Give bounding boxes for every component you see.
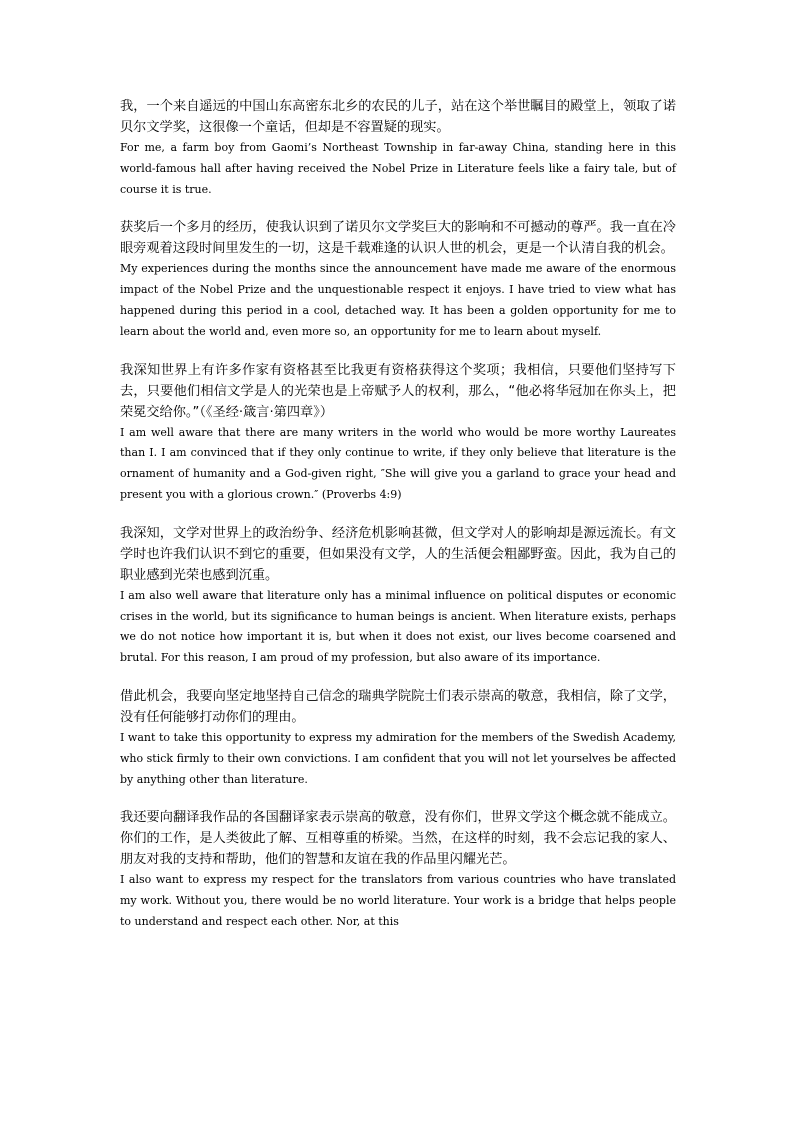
paragraph-1 xyxy=(120,96,676,200)
paragraph-english-text: I want to take this opportunity to express my admiration for the members of the Swedish Academy, who stick firmly to their own convictions. I am confident that you will not let yourselves be affected by anything other than literature. xyxy=(120,730,676,786)
paragraph-chinese-text: 获奖后一个多月的经历，使我认识到了诺贝尔文学奖巨大的影响和不可撼动的尊严。我一直在冷眼旁观着这段时间里发生的一切，这是千载难逢的认识人世的机会，更是一个认清自我的机会。 xyxy=(120,220,676,257)
paragraph-english-text: For me, a farm boy from Gaomi’s Northeast Township in far-away China, standing here in this world-famous hall after having received the Nobel Prize in Literature feels like a fairy tale, but of course it is true. xyxy=(120,141,676,196)
paragraph-english-text: My experiences during the months since the announcement have made me aware of the enormous impact of the Nobel Prize and the unquestionable respect it enjoys. I have tried to view what has happened during this period in a cool, detached way. It has been a golden opportunity for me to learn about the world and, even more so, an opportunity for me to learn about myself. xyxy=(120,262,676,338)
paragraph-chinese-text: 我深知，文学对世界上的政治纷争、经济危机影响甚微，但文学对人的影响却是源远流长。有文学时也许我们认识不到它的重要，但如果没有文学，人的生活便会粗鄙野蛮。因此，我为自己的职业感到光荣也感到沉重。 xyxy=(120,525,676,583)
paragraph-chinese-text: 我，一个来自遥远的中国山东高密东北乡的农民的儿子，站在这个举世瞩目的殿堂上，领取了诺贝尔文学奖，这很像一个童话，但却是不容置疑的现实。 xyxy=(120,99,676,135)
paragraph-english-text: I am well aware that there are many writers in the world who would be more worthy Laureates than I. I am convinced that if they only continue to write, if they only believe that literature is the ornament of humanity and a God-given right, ″She will give you a garland to grace your head and present you with a glorious crown.″ (Proverbs 4:9) xyxy=(120,425,676,501)
paragraph-english-text: I also want to express my respect for the translators from various countries who have translated my work. Without you, there would be no world literature. Your work is a bridge that helps people to understand and respect each other. Nor, at this xyxy=(120,873,676,928)
paragraph-4 xyxy=(120,523,676,669)
paragraph-english-text: I am also well aware that literature only has a minimal influence on political disputes or economic crises in the world, but its significance to human beings is ancient. When literature exists, perhaps we do not notice how important it is, but when it does not exist, our lives become coarsened and brutal. For this reason, I am proud of my profession, but also aware of its importance. xyxy=(120,588,676,665)
paragraph-5 xyxy=(120,686,676,790)
paragraph-chinese-text: 借此机会，我要向坚定地坚持自己信念的瑞典学院院士们表示崇高的敬意，我相信，除了文学，没有任何能够打动你们的理由。 xyxy=(120,688,676,725)
paragraph-6 xyxy=(120,807,676,932)
paragraph-chinese-text: 我还要向翻译我作品的各国翻译家表示崇高的敬意，没有你们，世界文学这个概念就不能成立。你们的工作，是人类彼此了解、互相尊重的桥梁。当然，在这样的时刻，我不会忘记我的家人、朋友对我的支持和帮助，他们的智慧和友谊在我的作品里闪耀光芒。 xyxy=(120,810,676,868)
paragraph-2 xyxy=(120,217,676,342)
paragraph-chinese-text: 我深知世界上有许多作家有资格甚至比我更有资格获得这个奖项；我相信，只要他们坚持写下去，只要他们相信文学是人的光荣也是上帝赋予人的权利，那么，“他必将华冠加在你头上，把荣冕交给你。”（《圣经·箴言·第四章》） xyxy=(120,362,676,420)
paragraph-3 xyxy=(120,360,676,506)
document-body xyxy=(120,96,676,950)
